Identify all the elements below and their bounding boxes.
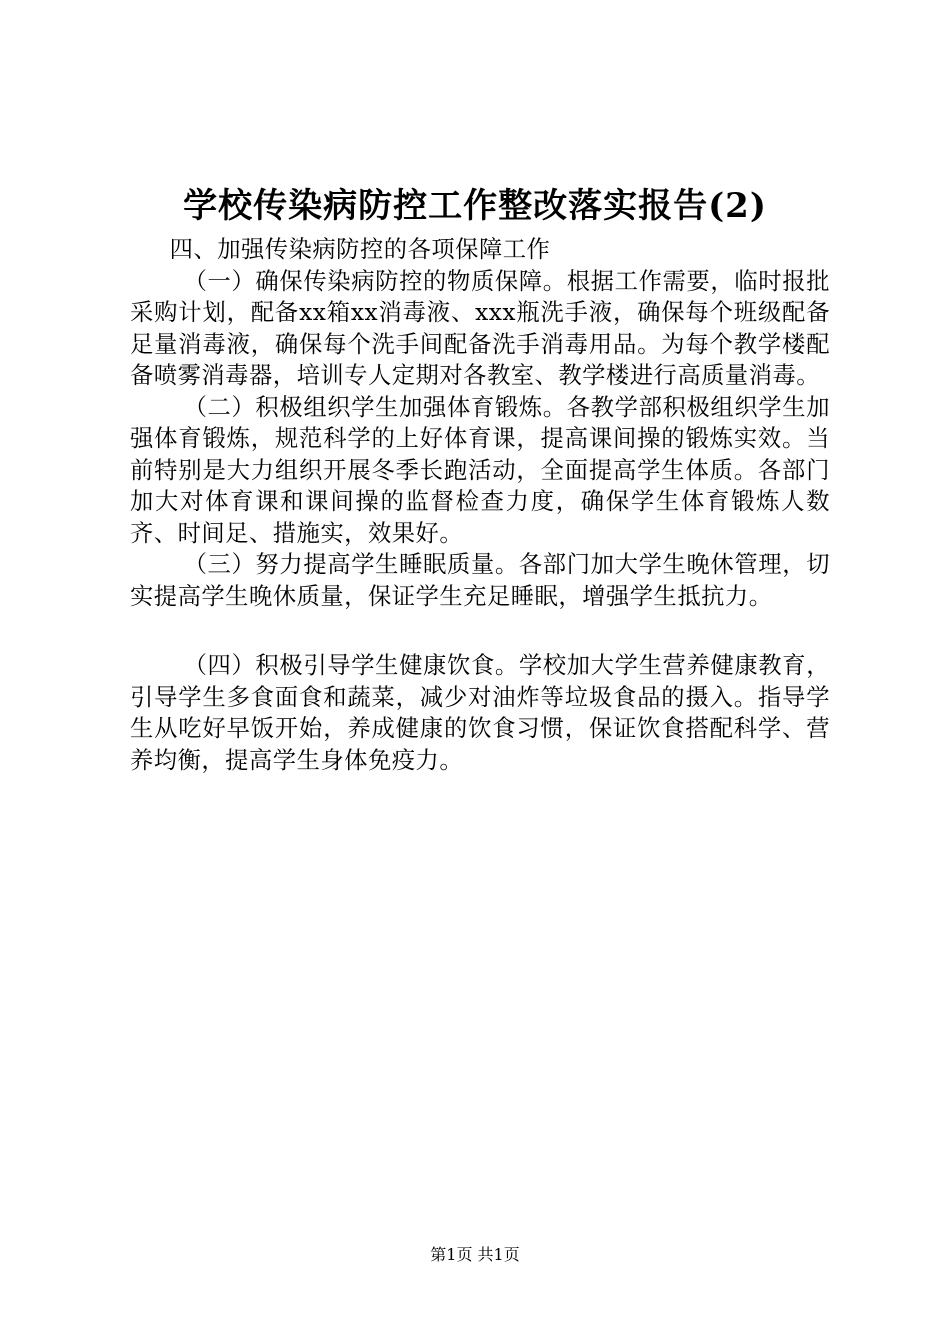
section-heading: 四、加强传染病防控的各项保障工作 (169, 236, 551, 263)
document-body (130, 234, 830, 776)
paragraph-4: （四）积极引导学生健康饮食。学校加大学生营养健康教育，引导学生多食面食和蔬菜，减少对油炸等垃圾食品的摄入。指导学生从吃好早饭开始，养成健康的饮食习惯，保证饮食搭配科学、营养均衡，提高学生身体免疫力。 (130, 652, 830, 774)
document-title: 学校传染病防控工作整改落实报告(2) (183, 186, 767, 226)
paragraph-spacer (130, 612, 830, 650)
paragraph-2: （二）积极组织学生加强体育锻炼。各教学部积极组织学生加强体育锻炼，规范科学的上好体育课，提高课间操的锻炼实效。当前特别是大力组织开展冬季长跑活动，全面提高学生体质。各部门加大对体育课和课间操的监督检查力度，确保学生体育锻炼人数齐、时间足、措施实，效果好。 (130, 393, 830, 547)
paragraph-1: （一）确保传染病防控的物质保障。根据工作需要，临时报批采购计划，配备xx箱xx消毒液、xxx瓶洗手液，确保每个班级配备足量消毒液，确保每个洗手间配备洗手消毒用品。为每个教学楼配备喷雾消毒器，培训专人定期对各教室、教学楼进行高质量消毒。 (130, 267, 830, 389)
page-footer: 第1页 共1页 (430, 1245, 520, 1264)
paragraph-3: （三）努力提高学生睡眠质量。各部门加大学生晚休管理，切实提高学生晚休质量，保证学生充足睡眠，增强学生抵抗力。 (130, 551, 830, 610)
